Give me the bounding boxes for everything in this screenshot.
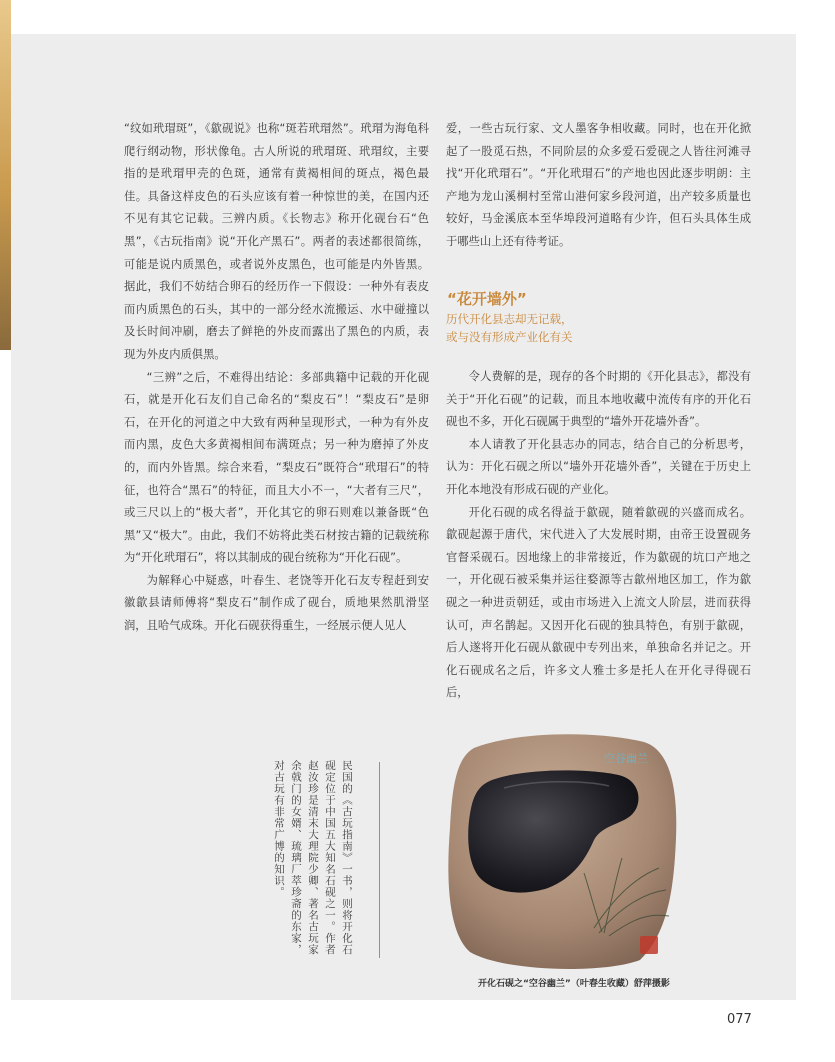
- top-margin: [0, 0, 835, 34]
- caption-divider-rule: [379, 762, 380, 958]
- paragraph: 爱，一些古玩行家、文人墨客争相收藏。同时，也在开化掀起了一股觅石热，不同阶层的众多爱石爱砚之人皆往河滩寻找“开化玳瑁石”。“开化玳瑁石”的产地也因此逐步明朗：主产地为龙山溪桐村至常山港何家乡段河道，出产较多质量也较好，马金溪底本至华埠段河道略有少许，但石头具体生成于哪些山上还有待考证。: [446, 122, 751, 248]
- left-text-column: [124, 118, 429, 638]
- section-subtitle-line: 或与没有形成产业化有关: [446, 330, 573, 344]
- paragraph: “三辨”之后，不难得出结论：多部典籍中记载的开化砚石，就是开化石友们自己命名的“梨皮石”！“梨皮石”是卵石，在开化的河道之中大致有两种呈现形式，一种为有外皮而内黑，皮色大多黄褐相间布满斑点；另一种为磨掉了外皮的，而内外皆黑。综合来看，“梨皮石”既符合“玳瑁石”的特征，也符合“黑石”的特征，而且大小不一，“大者有三尺”，或三尺以上的“极大者”，开化其它的卵石则难以兼备既“色黑”又“极大”。由此，我们不妨将此类石材按古籍的记载统称为“开化玳瑁石”，将以其制成的砚台统称为“开化石砚”。: [124, 370, 429, 565]
- seal-stamp: [640, 936, 658, 954]
- paragraph: 令人费解的是，现存的各个时期的《开化县志》，都没有关于“开化石砚”的记载，而且本地收藏中流传有序的开化石砚也不多，开化石砚属于典型的“墙外开花墙外香”。: [446, 370, 751, 429]
- paragraph: 开化石砚的成名得益于歙砚，随着歙砚的兴盛而成名。歙砚起源于唐代，宋代进入了大发展时期，由帝王设置砚务官督采砚石。因地缘上的非常接近，作为歙砚的坑口产地之一，开化砚石被采集并运往婺源等古歙州地区加工，作为歙砚之一种进贡朝廷，或由市场进入上流文人阶层，进而获得认可，声名鹊起。又因开化石砚的独具特色，有别于歙砚，后人遂将开化石砚从歙砚中专列出来，单独命名并记之。开化石砚成名之后，许多文人雅士多是托人在开化寻得砚石后，: [446, 505, 751, 700]
- engraving: 空谷幽兰: [604, 752, 648, 765]
- vertical-side-caption: 民国的《古玩指南》一书，则将开化石砚定位于中国五大知名石砚之一。作者赵汝珍是清末大理院少卿、著名古玩家余戟门的女婿、琉璃厂萃珍斋的东家，对古玩有非常广博的知识。: [273, 760, 353, 956]
- section-title: “花开墙外”: [447, 290, 527, 308]
- right-text-column-top: [446, 118, 751, 254]
- section-subtitle: [446, 310, 746, 346]
- inkstone-image: [444, 728, 680, 974]
- paragraph: 为解释心中疑惑，叶春生、老饶等开化石友专程赶到安徽歙县请师傅将“梨皮石”制作成了砚台，质地果然肌滑坚润，且哈气成珠。开化石砚获得重生，一经展示便人见人: [124, 573, 429, 633]
- section-subtitle-line: 历代开化县志却无记载，: [446, 312, 573, 326]
- paragraph: “纹如玳瑁斑”，《歙砚说》也称“斑若玳瑁然”。玳瑁为海龟科爬行纲动物，形状像龟。古人所说的玳瑁斑、玳瑁纹，主要指的是玳瑁甲壳的色斑，通常有黄褐相间的斑点，褐色最佳。具备这样皮色的石头应该有着一种惊世的美，在国内还不见有其它记载。三辨内质。《长物志》称开化砚台石“色黑”，《古玩指南》说“开化产黑石”。两者的表述都很简练，可能是说内质黑色，或者说外皮黑色，也可能是内外皆黑。据此，我们不妨结合卵石的经历作一下假设：一种外有表皮而内质黑色的石头，其中的一部分经水流搬运、水中碰撞以及长时间冲刷，磨去了鲜艳的外皮而露出了黑色的内质，表现为外皮内质俱黑。: [124, 122, 429, 361]
- paragraph: 本人请教了开化县志办的同志，结合自己的分析思考，认为：开化石砚之所以“墙外开花墙外香”，关键在于历史上开化本地没有形成石砚的产业化。: [446, 437, 751, 496]
- page-number: 077: [727, 1012, 752, 1027]
- decorative-side-strip: [0, 0, 11, 350]
- photo-caption: 开化石砚之“空谷幽兰”（叶春生收藏）舒萍摄影: [478, 979, 670, 989]
- right-text-column-bottom: [446, 366, 751, 705]
